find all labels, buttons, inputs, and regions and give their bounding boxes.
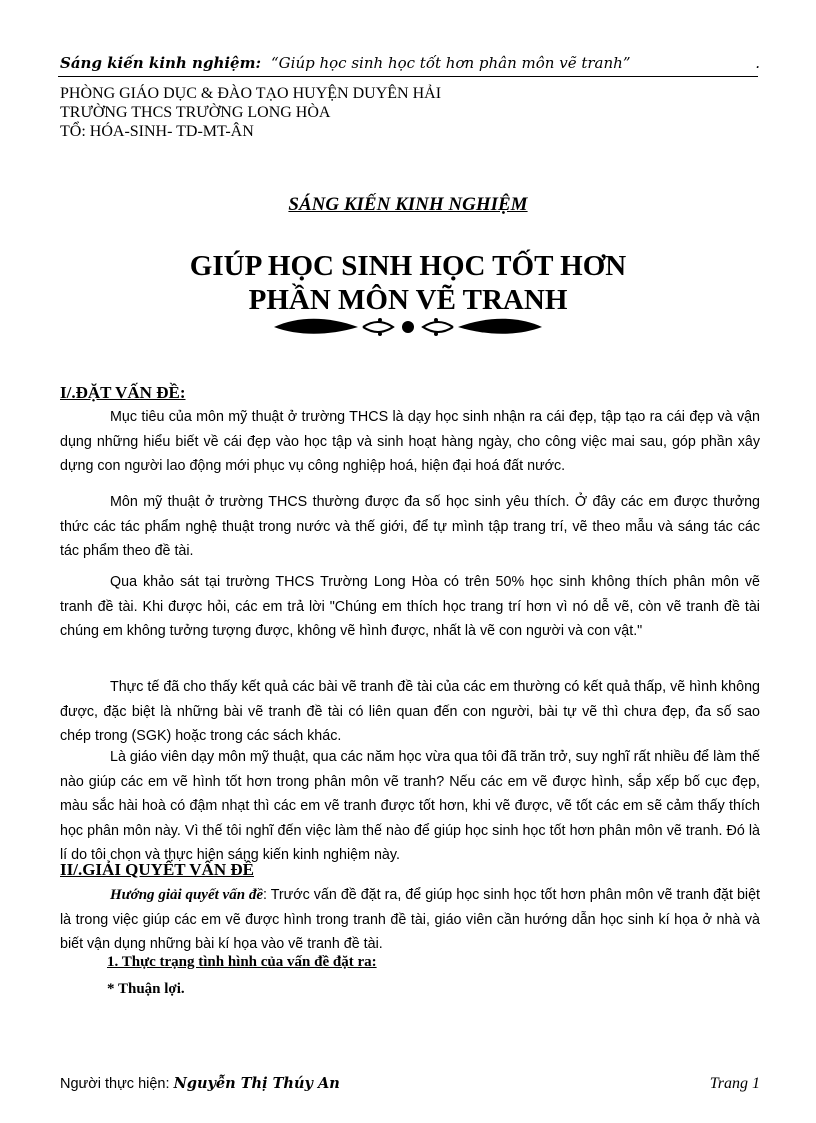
section-1-heading: I/.ĐẶT VẤN ĐỀ: [60, 383, 186, 402]
paragraph-2: Môn mỹ thuật ở trường THCS thường được đa số học sinh yêu thích. Ở đây các em được thưởng thức các tác phẩm nghệ thuật trong nước và thế giới, để tự mình tập trang trí, vẽ theo mẫu và sáng tác các tác phẩm theo đề tài. [60, 494, 760, 559]
org-line-2: TRƯỜNG THCS TRƯỜNG LONG HÒA [60, 104, 331, 121]
header-label: Sáng kiến kinh nghiệm: [60, 54, 262, 72]
header-quote: “Giúp học sinh học tốt hơn phân môn vẽ tranh” [271, 54, 631, 72]
paragraph-1: Mục tiêu của môn mỹ thuật ở trường THCS là dạy học sinh nhận ra cái đẹp, tập tạo ra cái đẹp và vận dụng những hiểu biết về cái đẹp vào học tập và sinh hoạt hàng ngày, cho công việc mai sau, góp phần xây dựng con người lao động mới phục vụ công nghiệp hoá, hiện đại hoá đất nước. [60, 409, 760, 474]
header-rule [58, 76, 758, 77]
running-header [60, 54, 760, 72]
paragraph-5: Là giáo viên dạy môn mỹ thuật, qua các năm học vừa qua tôi đã trăn trở, suy nghĩ rất nhiều để làm thế nào giúp các em vẽ hình tốt hơn trong phân môn vẽ tranh? Nếu các em vẽ được hình, sắp xếp bố cục đẹp, màu sắc hài hoà có đậm nhạt thì các em vẽ tranh được tốt hơn, khi vẽ được, vẽ tốt các em sẽ cảm thấy thích học phân môn này. Vì thế tôi nghĩ đến việc làm thế nào để giúp học sinh học tốt hơn phân môn vẽ tranh. Đó là lí do tôi chọn và thực hiện sáng kiến kinh nghiệm này. [60, 749, 760, 863]
footer-label: Người thực hiện: [60, 1076, 174, 1092]
org-line-3: TỔ: HÓA-SINH- TD-MT-ÂN [60, 123, 254, 140]
paragraph-3: Qua khảo sát tại trường THCS Trường Long Hòa có trên 50% học sinh không thích phân môn vẽ tranh đề tài. Khi được hỏi, các em trả lời "Chúng em thích học trang trí hơn vì nó dễ vẽ, còn vẽ tranh đề tài chúng em không tưởng tượng được, không vẽ hình được, nhất là vẽ con người và con vật." [60, 574, 760, 639]
document-subtitle: SÁNG KIẾN KINH NGHIỆM [288, 194, 528, 215]
paragraph-4: Thực tế đã cho thấy kết quả các bài vẽ tranh đề tài của các em thường có kết quả thấp, vẽ hình không được, đặc biệt là những bài vẽ tranh đề tài có liên quan đến con người, bài tự vẽ thì chưa đẹp, đa số sao chép trong (SGK) hoặc trong các sách khác. [60, 679, 760, 744]
page-footer [60, 1075, 760, 1092]
header-trail: . [755, 54, 760, 72]
section-2-heading: II/.GIẢI QUYẾT VẤN ĐỀ [60, 860, 254, 879]
ornament-divider [268, 314, 548, 340]
paragraph-6: Hướng giải quyết vấn đề: Trước vấn đề đặt ra, để giúp học sinh học tốt hơn phân môn vẽ tranh đặt biệt là trong việc giúp các em vẽ được hình trong tranh đề tài, giáo viên cần hướng dẫn học sinh kí họa ở nhà và biết vận dụng những bài kí họa vào vẽ tranh đề tài. [60, 887, 760, 952]
org-line-1: PHÒNG GIÁO DỤC & ĐÀO TẠO HUYỆN DUYÊN HẢI [60, 85, 442, 102]
document-title [0, 249, 816, 317]
footer-author: Nguyễn Thị Thúy An [173, 1075, 340, 1092]
title-line-1: GIÚP HỌC SINH HỌC TỐT HƠN [189, 250, 627, 282]
subsection-bullet: * Thuận lợi. [107, 981, 185, 997]
lead-phrase: Hướng giải quyết vấn đề [110, 887, 263, 903]
title-line-2: PHẦN MÔN VẼ TRANH [248, 284, 568, 316]
organization-block [60, 84, 441, 141]
page-number: Trang 1 [709, 1075, 760, 1092]
subsection-1-heading: 1. Thực trạng tình hình của vấn đề đặt ra: [107, 954, 377, 970]
